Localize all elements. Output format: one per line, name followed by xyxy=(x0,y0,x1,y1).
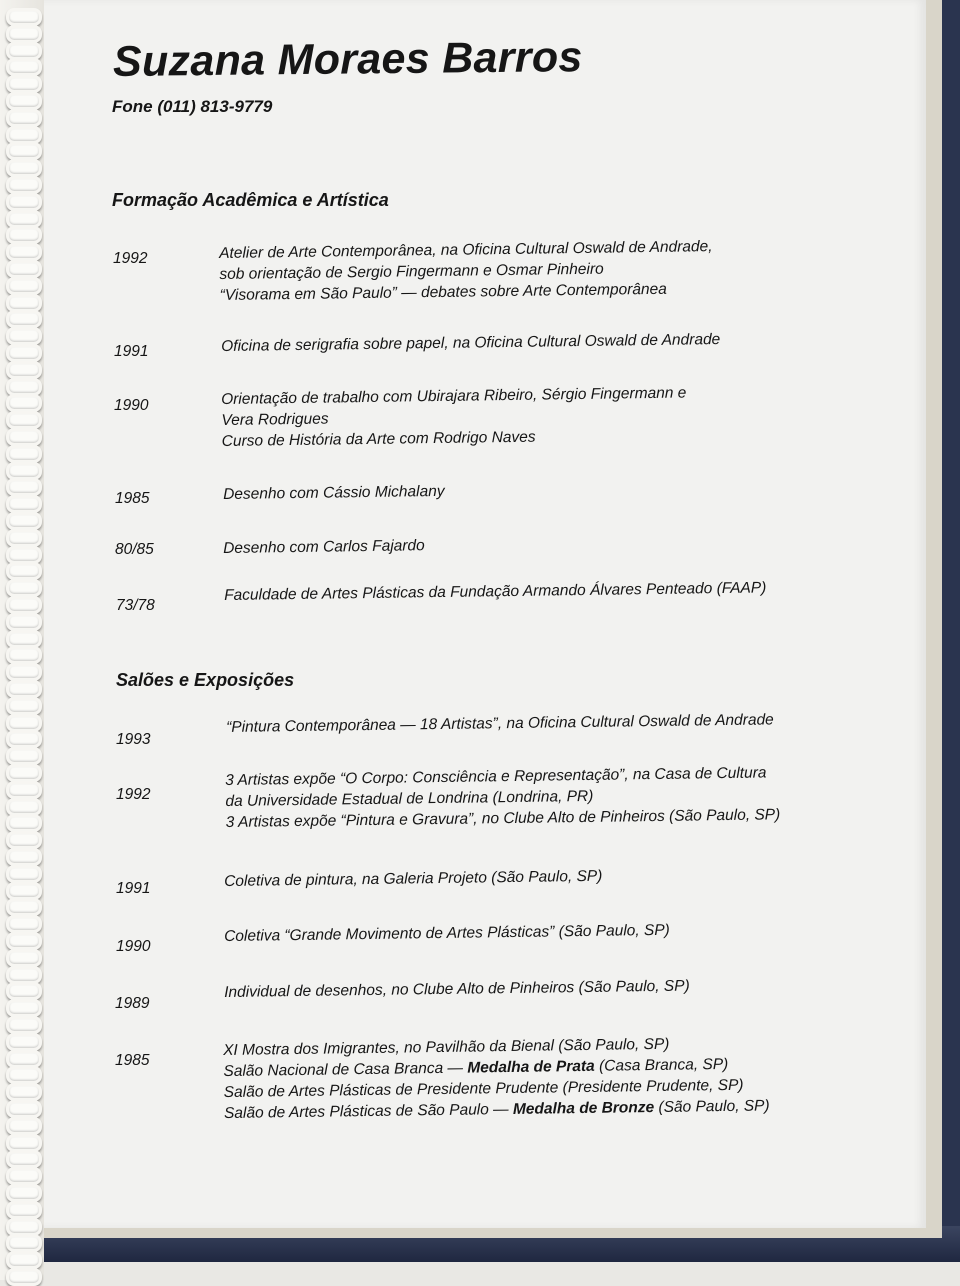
entry-line-part: (Casa Branca, SP) xyxy=(594,1055,729,1075)
entry-line: “Visorama em São Paulo” — debates sobre Arte Contemporânea xyxy=(219,280,667,304)
entry-description xyxy=(221,329,720,357)
entry-line: 3 Artistas expõe “Pintura e Gravura”, no Clube Alto de Pinheiros (São Paulo, SP) xyxy=(225,806,781,831)
entry-line: Desenho com Cássio Michalany xyxy=(223,482,445,503)
section-title-saloes: Salões e Exposições xyxy=(116,670,295,690)
entry-line: Salão de Artes Plásticas de Presidente Prudente (Presidente Prudente, SP) xyxy=(223,1076,744,1101)
entry-line: Desenho com Carlos Fajardo xyxy=(223,537,425,557)
entry-year: 1993 xyxy=(116,731,151,748)
entry-year: 1991 xyxy=(114,343,149,360)
entry-line: Faculdade de Artes Plásticas da Fundação Armando Álvares Penteado (FAAP) xyxy=(224,579,767,604)
entry-line: Curso de História da Arte com Rodrigo Naves xyxy=(221,428,536,450)
entry-description xyxy=(223,535,425,559)
entry-line: 3 Artistas expõe “O Corpo: Consciência e Representação”, na Casa de Cultura xyxy=(225,764,767,789)
entry-year: 80/85 xyxy=(115,541,154,558)
entry-year: 1990 xyxy=(114,397,149,414)
entry-line-part: Salão de Artes Plásticas de São Paulo — xyxy=(223,1100,514,1122)
entry-year: 1992 xyxy=(116,786,151,803)
entry-line: Coletiva de pintura, na Galeria Projeto (São Paulo, SP) xyxy=(224,867,603,890)
entry-line: Orientação de trabalho com Ubirajara Ribeiro, Sérgio Fingermann e xyxy=(221,384,687,408)
entry-description xyxy=(226,709,774,738)
entry-line-part: Salão Nacional de Casa Branca — xyxy=(223,1059,468,1080)
entry-line: da Universidade Estadual de Londrina (Londrina, PR) xyxy=(225,787,594,810)
entry-year: 1985 xyxy=(115,1052,150,1069)
entry-description xyxy=(224,975,690,1002)
award-label: Medalha de Bronze xyxy=(512,1098,655,1118)
entry-description xyxy=(223,481,445,505)
entry-description xyxy=(224,577,766,606)
entry-line: Atelier de Arte Contemporânea, na Oficina Cultural Oswald de Andrade, xyxy=(219,238,713,262)
entry-year: 1992 xyxy=(113,250,148,267)
entry-description xyxy=(221,383,687,452)
entry-description xyxy=(224,920,670,947)
entry-year: 73/78 xyxy=(116,597,155,614)
entry-line-part: (São Paulo, SP) xyxy=(654,1097,770,1116)
entry-line: sob orientação de Sergio Fingermann e Osmar Pinheiro xyxy=(219,260,604,283)
entry-year: 1985 xyxy=(115,490,150,507)
entry-year: 1990 xyxy=(116,938,151,955)
cv-phone: Fone (011) 813-9779 xyxy=(112,97,273,116)
entry-line: “Pintura Contemporânea — 18 Artistas”, na Oficina Cultural Oswald de Andrade xyxy=(226,711,774,736)
entry-description xyxy=(225,762,780,833)
entry-line: Oficina de serigrafia sobre papel, na Oficina Cultural Oswald de Andrade xyxy=(221,331,721,355)
entry-year: 1991 xyxy=(116,880,151,897)
award-label: Medalha de Prata xyxy=(467,1057,595,1077)
entry-description xyxy=(224,866,603,892)
entry-description xyxy=(223,1032,770,1124)
entry-year: 1989 xyxy=(115,995,150,1012)
entry-line: Vera Rodrigues xyxy=(221,410,329,429)
cv-name: Suzana Moraes Barros xyxy=(112,33,583,86)
entry-line: XI Mostra dos Imigrantes, no Pavilhão da Bienal (São Paulo, SP) xyxy=(223,1035,670,1059)
entry-description xyxy=(219,236,713,306)
section-title-formacao: Formação Acadêmica e Artística xyxy=(112,190,389,210)
entry-line: Individual de desenhos, no Clube Alto de Pinheiros (São Paulo, SP) xyxy=(224,977,690,1001)
entry-line: Coletiva “Grande Movimento de Artes Plásticas” (São Paulo, SP) xyxy=(224,921,670,945)
